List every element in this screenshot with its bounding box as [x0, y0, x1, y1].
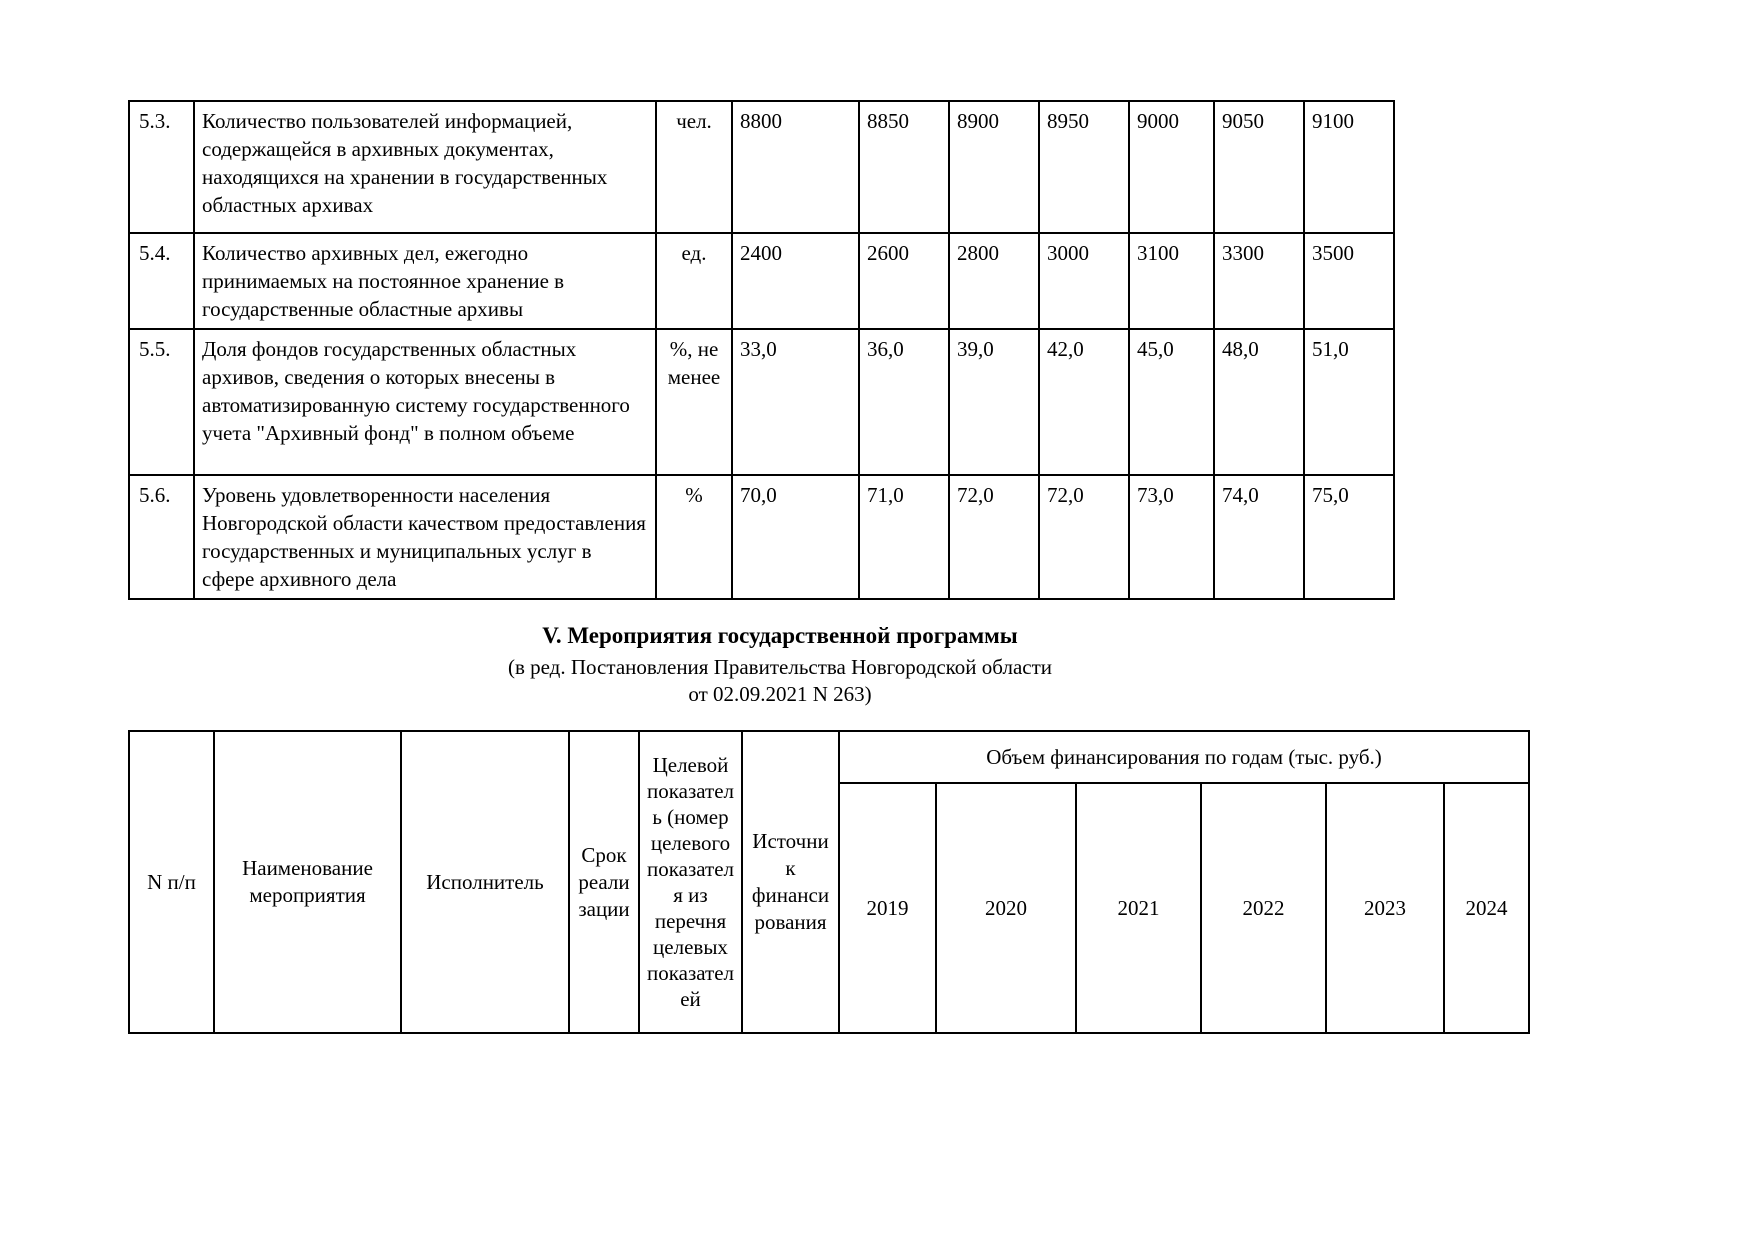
indicator-value: 36,0 [859, 329, 949, 475]
measures-table [128, 730, 1530, 1034]
indicator-value: 2800 [949, 233, 1039, 329]
indicator-value: 2600 [859, 233, 949, 329]
indicator-value: 72,0 [949, 475, 1039, 599]
header-year-cell: 2019 [839, 783, 936, 1033]
indicator-value: 8950 [1039, 101, 1129, 233]
indicator-value: 3300 [1214, 233, 1304, 329]
indicator-value: 3000 [1039, 233, 1129, 329]
indicator-value: 8850 [859, 101, 949, 233]
header-year-cell: 2021 [1076, 783, 1201, 1033]
section-heading [128, 621, 1432, 708]
indicator-number: 5.6. [129, 475, 194, 599]
indicator-value: 8800 [732, 101, 859, 233]
header-year-cell: 2020 [936, 783, 1076, 1033]
header-source-cell: Источник финансирования [742, 731, 839, 1033]
indicator-value: 33,0 [732, 329, 859, 475]
indicator-value: 75,0 [1304, 475, 1394, 599]
indicators-table [128, 100, 1395, 600]
indicator-value: 42,0 [1039, 329, 1129, 475]
indicator-name: Доля фондов государственных областных архивов, сведения о которых внесены в автоматизированную систему государственного учета "Архивный фонд" в полном объеме [194, 329, 656, 475]
indicator-name: Количество пользователей информацией, содержащейся в архивных документах, находящихся на хранении в государственных областных архивах [194, 101, 656, 233]
indicator-value: 74,0 [1214, 475, 1304, 599]
header-term-cell: Срок реализации [569, 731, 639, 1033]
header-name-cell: Наименование мероприятия [214, 731, 401, 1033]
indicator-value: 70,0 [732, 475, 859, 599]
indicator-value: 72,0 [1039, 475, 1129, 599]
section-title: V. Мероприятия государственной программы [542, 623, 1018, 648]
indicator-number: 5.5. [129, 329, 194, 475]
indicator-value: 51,0 [1304, 329, 1394, 475]
indicator-number: 5.3. [129, 101, 194, 233]
indicator-value: 48,0 [1214, 329, 1304, 475]
indicator-number: 5.4. [129, 233, 194, 329]
section-subtitle-line1: (в ред. Постановления Правительства Новгородской области [507, 655, 1052, 679]
header-funding-cell: Объем финансирования по годам (тыс. руб.) [839, 731, 1529, 783]
indicator-value: 9050 [1214, 101, 1304, 233]
header-year-cell: 2023 [1326, 783, 1444, 1033]
indicator-value: 39,0 [949, 329, 1039, 475]
indicator-value: 71,0 [859, 475, 949, 599]
section-subtitle-line2: от 02.09.2021 N 263) [688, 682, 872, 706]
indicator-row [129, 101, 1394, 233]
indicator-name: Уровень удовлетворенности населения Новгородской области качеством предоставления государственных и муниципальных услуг в сфере архивного дела [194, 475, 656, 599]
indicator-value: 45,0 [1129, 329, 1214, 475]
indicator-value: 9100 [1304, 101, 1394, 233]
indicator-value: 9000 [1129, 101, 1214, 233]
header-year-cell: 2022 [1201, 783, 1326, 1033]
header-year-cell: 2024 [1444, 783, 1529, 1033]
indicator-value: 73,0 [1129, 475, 1214, 599]
header-num-cell: N п/п [129, 731, 214, 1033]
header-executor-cell: Исполнитель [401, 731, 569, 1033]
indicator-unit: чел. [656, 101, 732, 233]
indicator-unit: %, не менее [656, 329, 732, 475]
indicator-row [129, 475, 1394, 599]
indicator-row [129, 233, 1394, 329]
measures-header-row-top [129, 731, 1529, 783]
indicator-unit: ед. [656, 233, 732, 329]
indicator-name: Количество архивных дел, ежегодно принимаемых на постоянное хранение в государственные областные архивы [194, 233, 656, 329]
indicator-value: 2400 [732, 233, 859, 329]
indicator-row [129, 329, 1394, 475]
indicator-value: 3100 [1129, 233, 1214, 329]
header-target-cell: Целевой показатель (номер целевого показателя из перечня целевых показателей [639, 731, 742, 1033]
indicator-value: 3500 [1304, 233, 1394, 329]
indicator-unit: % [656, 475, 732, 599]
indicator-value: 8900 [949, 101, 1039, 233]
